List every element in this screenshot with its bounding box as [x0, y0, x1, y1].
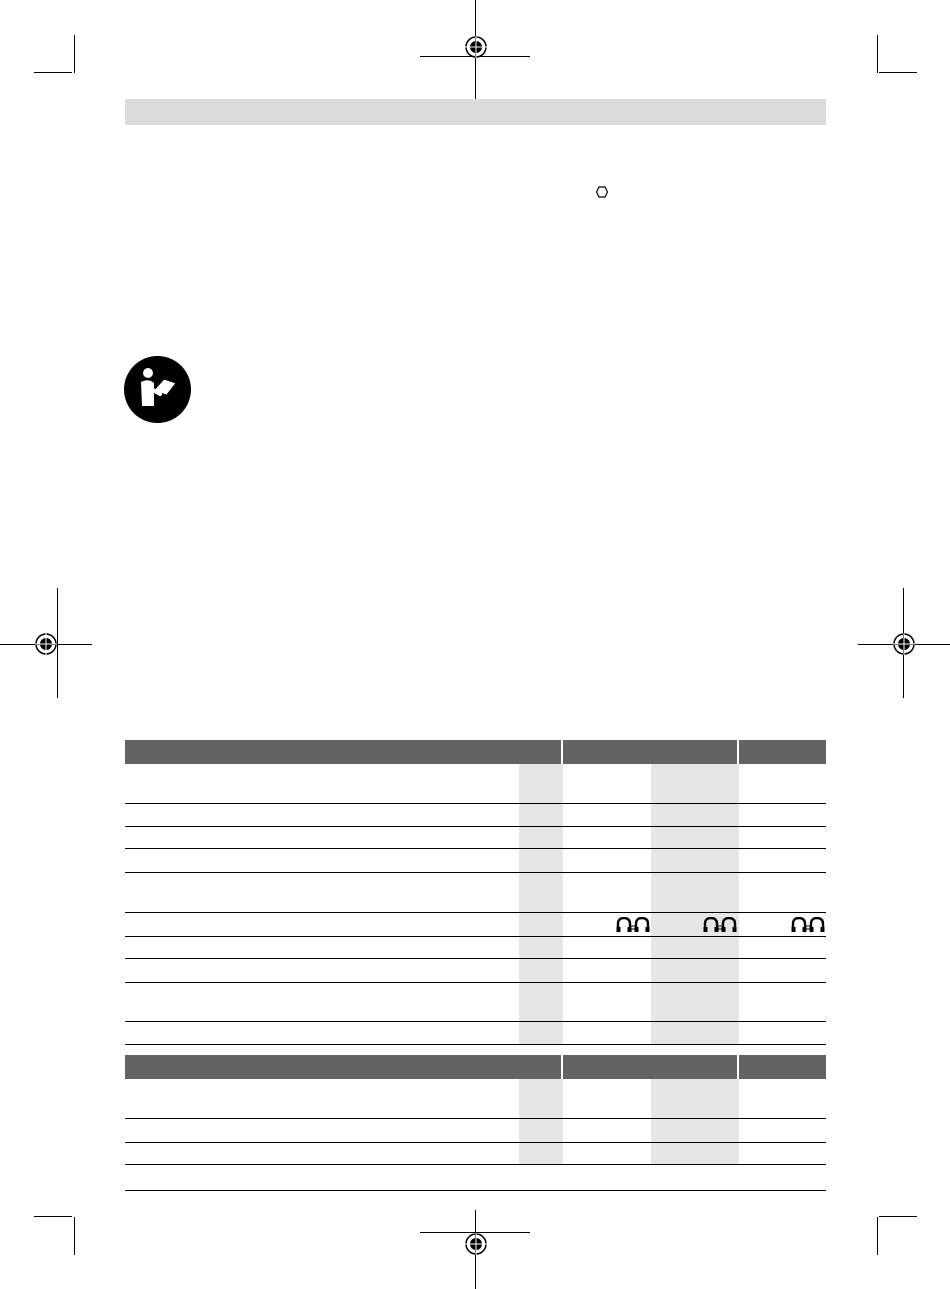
registration-line [57, 588, 58, 698]
row-separator [125, 982, 826, 983]
hearing-protection-icon [616, 917, 650, 933]
row-separator [125, 803, 826, 804]
row-separator [125, 872, 826, 873]
registration-target-icon [35, 633, 57, 655]
read-manual-icon [124, 356, 191, 423]
row-separator [125, 1044, 826, 1045]
registration-target-icon [465, 1233, 487, 1255]
unit-column [519, 764, 563, 1045]
hearing-protection-icon [703, 917, 737, 933]
row-separator [125, 826, 826, 827]
header-divider [737, 740, 739, 764]
table-header [125, 740, 826, 764]
hexagon-icon [596, 186, 608, 198]
technical-data-table [125, 740, 826, 1045]
row-separator [125, 1118, 826, 1119]
crop-mark [877, 35, 878, 73]
header-divider [561, 740, 563, 764]
row-separator [125, 1164, 826, 1165]
crop-mark [74, 1217, 75, 1255]
crop-mark [34, 72, 72, 73]
row-separator [125, 1142, 826, 1143]
crop-mark [879, 72, 917, 73]
row-separator [125, 936, 826, 937]
crop-mark [74, 35, 75, 73]
registration-target-icon [465, 36, 487, 58]
crop-mark [34, 1216, 72, 1217]
header-divider [737, 1055, 739, 1079]
table-header [125, 1055, 826, 1079]
value-column-shaded [651, 764, 739, 1045]
header-band [125, 99, 826, 125]
registration-target-icon [893, 633, 915, 655]
row-separator [125, 1190, 826, 1191]
value-column-shaded [651, 1079, 739, 1165]
technical-data-table-2 [125, 1055, 826, 1191]
row-separator [125, 912, 826, 913]
row-separator [125, 958, 826, 959]
row-separator [125, 1021, 826, 1022]
header-divider [561, 1055, 563, 1079]
row-separator [125, 848, 826, 849]
unit-column [519, 1079, 563, 1165]
crop-mark [877, 1217, 878, 1255]
crop-mark [879, 1216, 917, 1217]
hearing-protection-icon [791, 917, 825, 933]
